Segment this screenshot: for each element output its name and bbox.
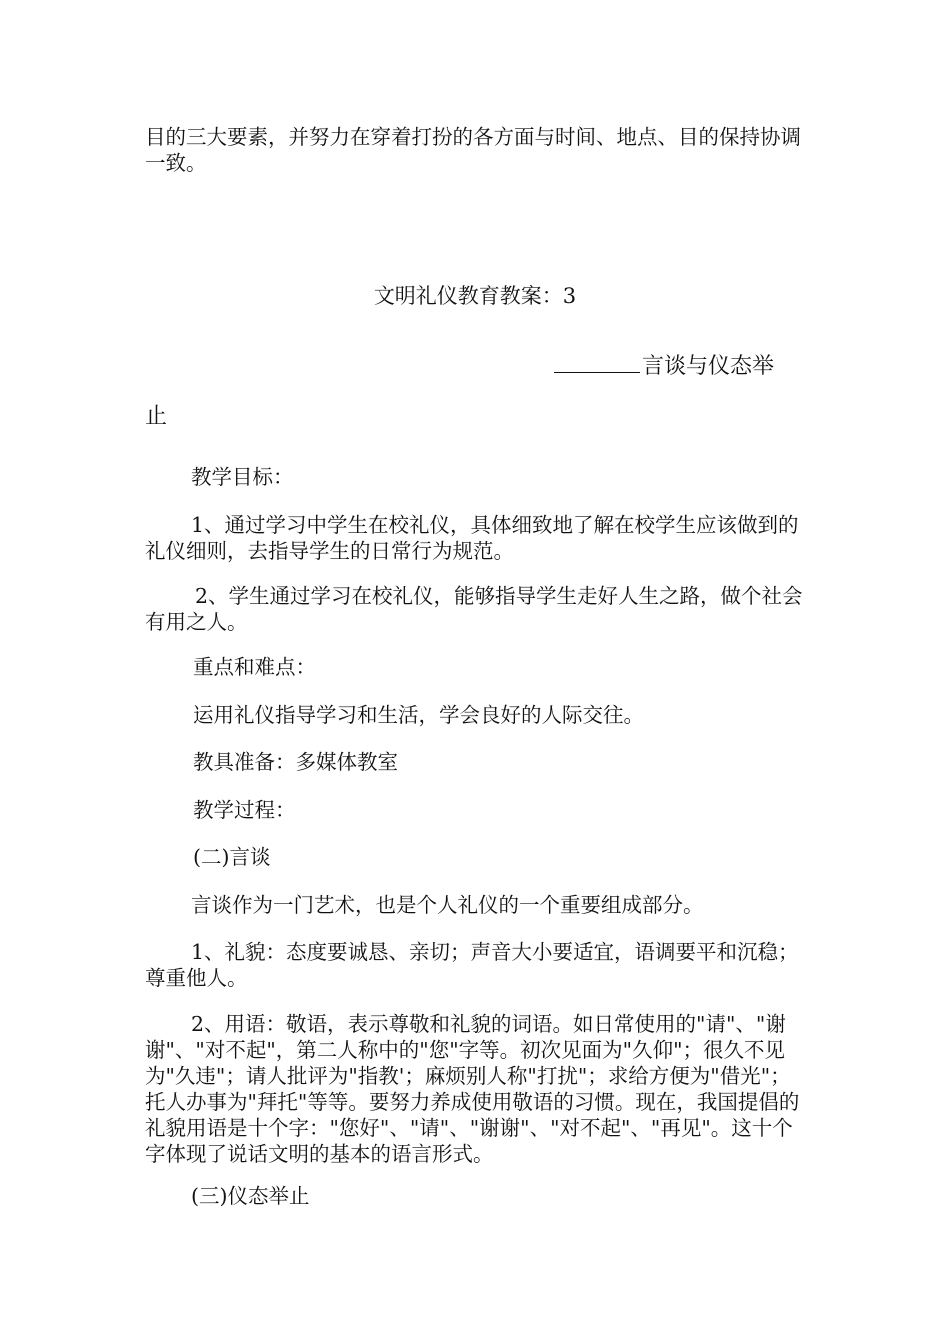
section-2-intro: 言谈作为一门艺术，也是个人礼仪的一个重要组成部分。 <box>191 893 704 917</box>
goals-heading: 教学目标： <box>191 465 294 489</box>
subtitle <box>554 354 810 380</box>
goal-2-paragraph: 2、学生通过学习在校礼仪，能够指导学生走好人生之路，做个社会有用之人。 <box>145 584 803 634</box>
subtitle-text: 言谈与仪态举 <box>642 354 775 379</box>
page-title: 文明礼仪教育教案：3 <box>373 284 577 308</box>
process-heading: 教学过程： <box>193 798 296 822</box>
goal-1-paragraph: 1、通过学习中学生在校礼仪，具体细致地了解在校学生应该做到的礼仪细则，去指导学生的日常行为规范。 <box>145 513 799 563</box>
carryover-paragraph: 目的三大要素，并努力在穿着打扮的各方面与时间、地点、目的保持协调一致。 <box>145 125 801 175</box>
section-2-heading: (二)言谈 <box>193 845 271 869</box>
section-3-heading: (三)仪态举止 <box>191 1184 310 1208</box>
fill-in-blank-line <box>554 354 640 373</box>
key-points-heading: 重点和难点： <box>193 655 316 679</box>
subtitle-wrap: 止 <box>145 404 168 429</box>
key-points-text: 运用礼仪指导学习和生活，学会良好的人际交往。 <box>193 703 644 727</box>
item-2-paragraph: 2、用语：敬语，表示尊敬和礼貌的词语。如日常使用的"请"、"谢谢"、"对不起"，第二人称中的"您"字等。初次见面为"久仰"；很久不见为"久违"；请人批评为"指教'；麻烦别人称"打扰"；求给方便为"借光"；托人办事为"拜托"等等。要努力养成使用敬语的习惯。现在，我国提倡的礼貌用语是十个字："您好"、"请"、"谢谢"、"对不起"、"再见"。这十个字体现了说话文明的基本的语言形式。 <box>145 1012 800 1166</box>
tools-line: 教具准备：多媒体教室 <box>193 750 398 774</box>
item-1-paragraph: 1、礼貌：态度要诚恳、亲切；声音大小要适宜，语调要平和沉稳；尊重他人。 <box>145 940 799 990</box>
